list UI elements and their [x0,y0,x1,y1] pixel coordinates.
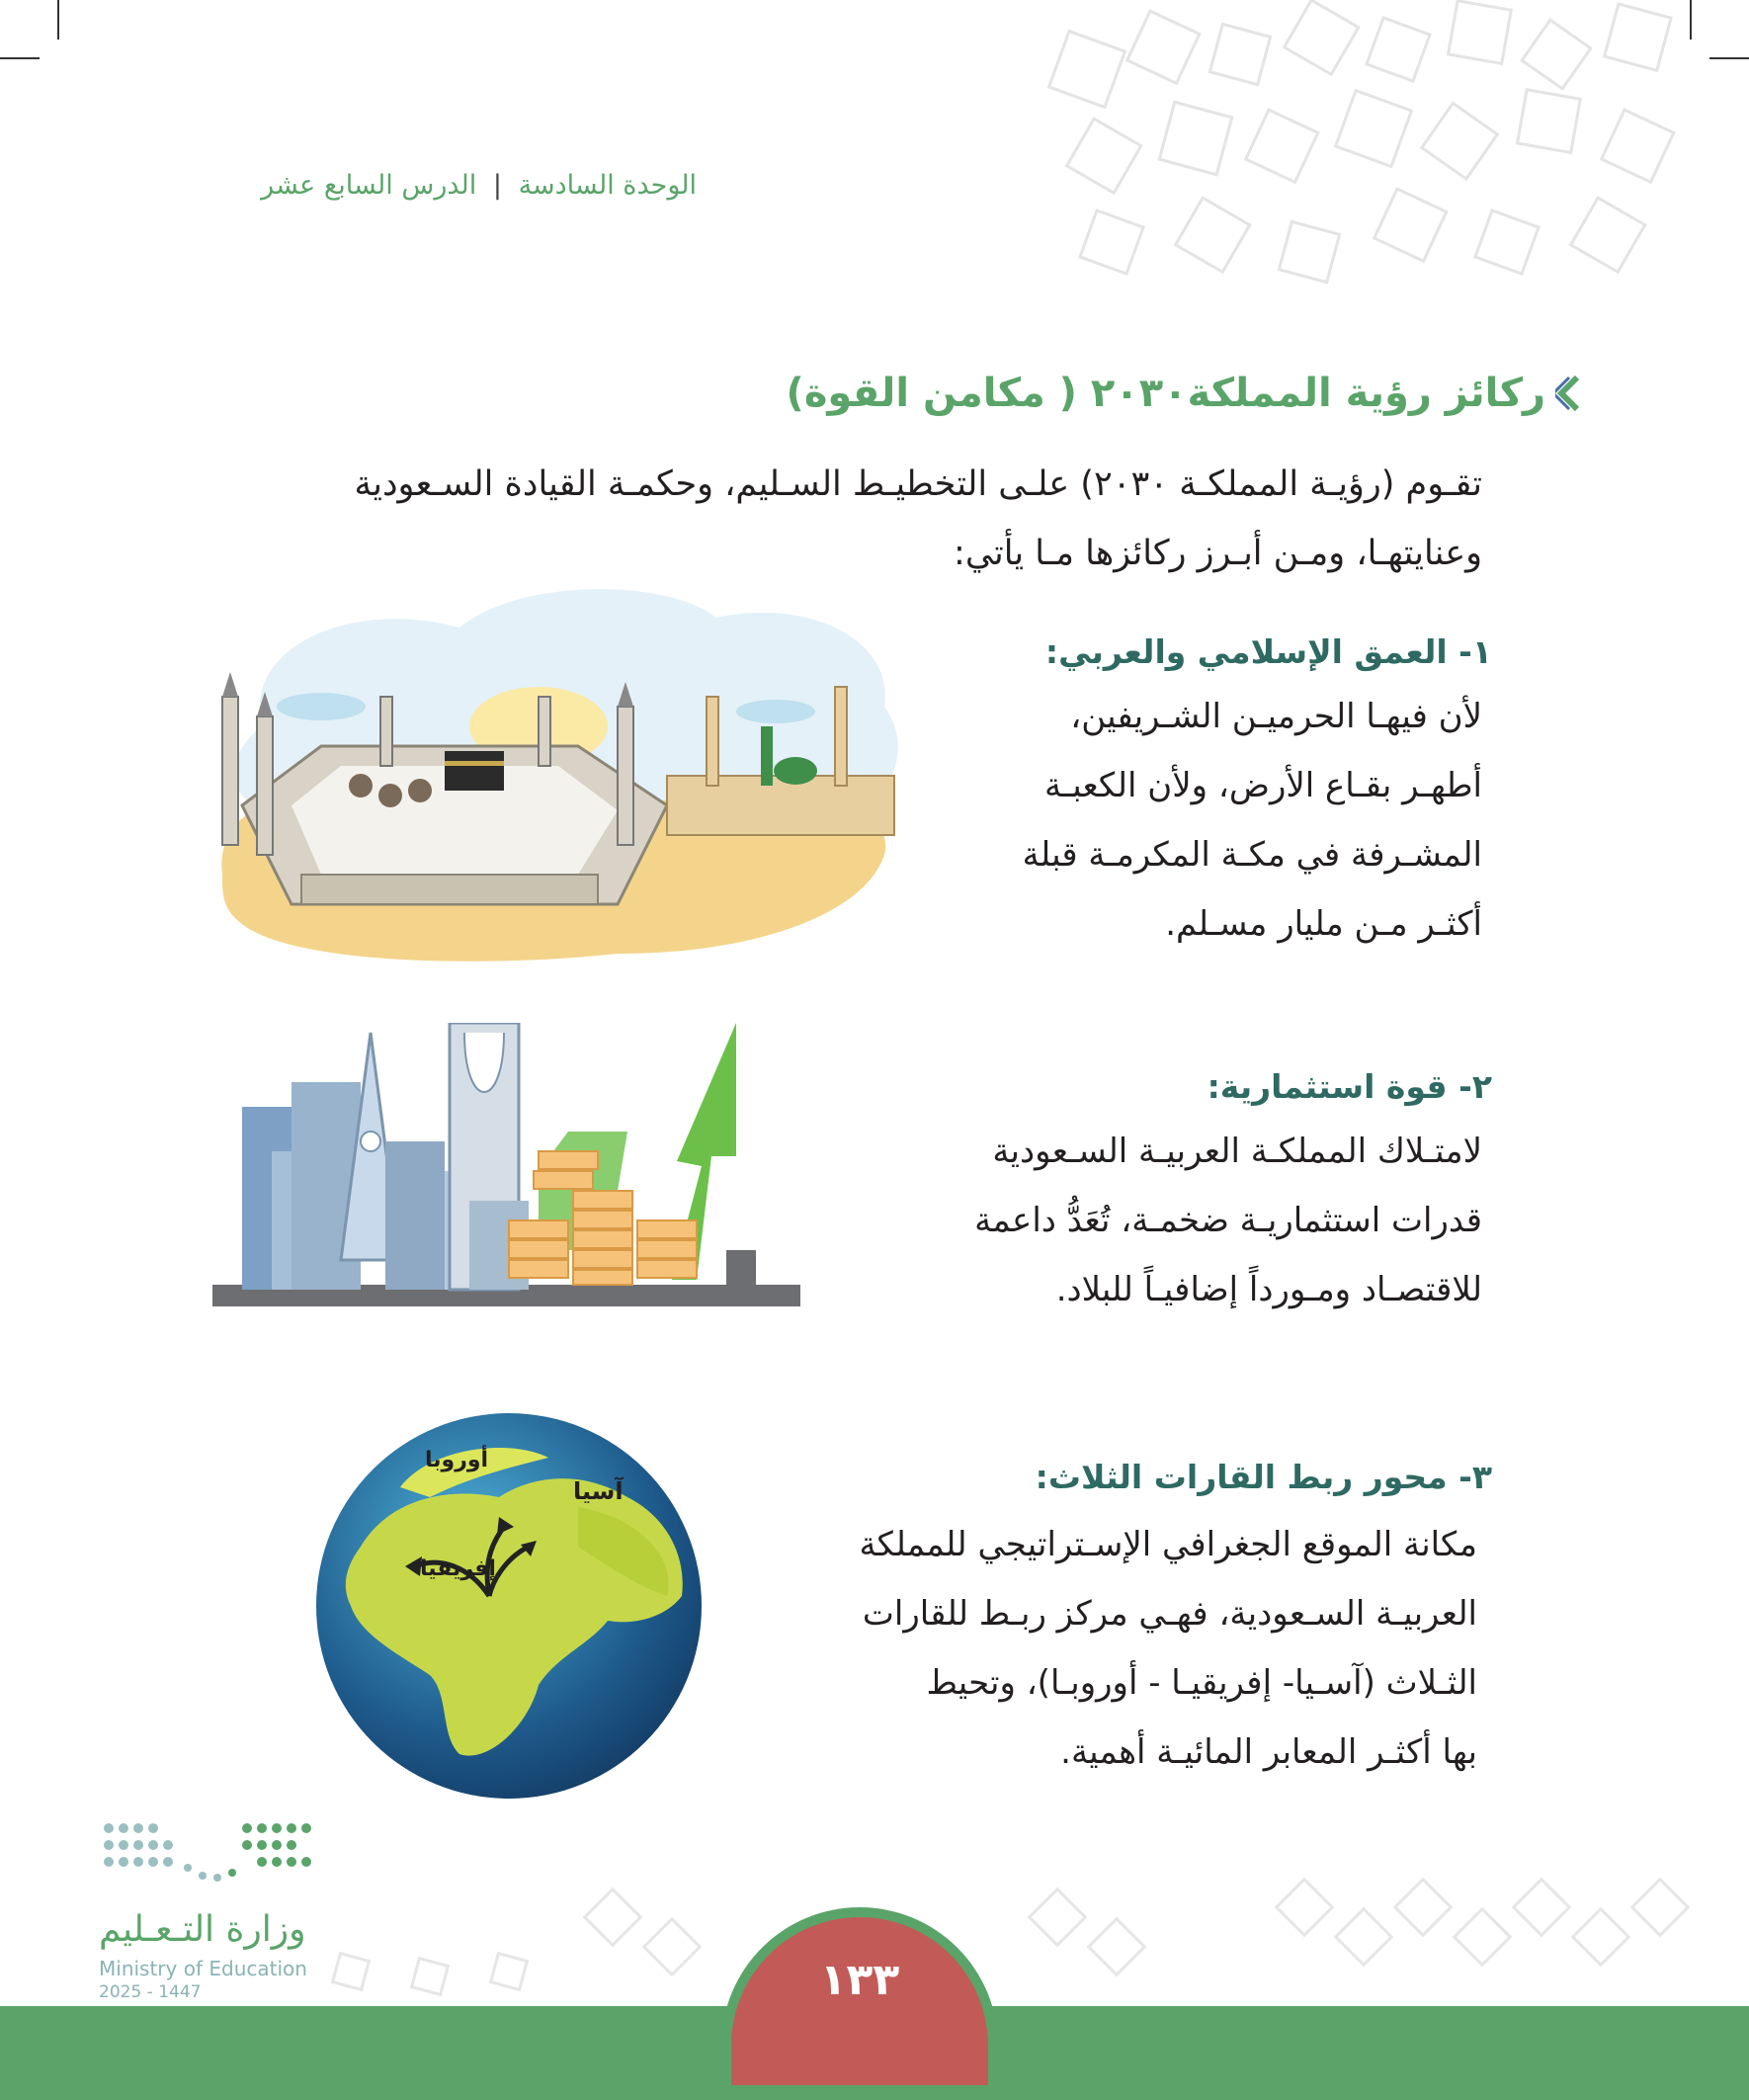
ministry-year: 2025 - 1447 [99,1982,202,2002]
globe-label-africa: إفريقيا [420,1556,496,1581]
section-title-row [692,364,1581,423]
crop-mark [57,0,59,40]
intro-line: وعنايتهـا، ومـن أبـرز ركائزها مـا يأتي: [954,534,1482,573]
section-1-line: أكثـر مـن مليار مسـلم. [1165,904,1482,944]
unit-label: الوحدة السادسة [518,170,697,201]
section-3-line: الثـلاث (آسـيا- إفريقيـا - أوروبـا)، وتحيط [926,1663,1477,1703]
section-3-body [859,1510,1477,1787]
section-3-heading: ٣- محور ربط القارات الثلاث: [1035,1458,1492,1496]
investment-skyline-illustration [212,1023,805,1314]
globe-graphic [311,1408,707,1804]
intro-line: تقـوم (رؤيـة المملكـة ٢٠٣٠) علـى التخطيـط السـليم، وحكمـة القيادة السـعودية [354,464,1482,504]
header-separator: | [492,170,502,201]
section-3-line: بها أكثـر المعابر المائيـة أهمية. [1060,1732,1477,1772]
section-2-line: قدرات استثماريـة ضخمـة، تُعَدُّ داعمة [974,1201,1482,1240]
section-2-line: لامتـلاك المملكـة العربيـة السـعودية [992,1132,1482,1171]
ministry-logo-dots [99,1818,316,1897]
section-3-line: مكانة الموقع الجغرافي الإسـتراتيجي للمملكة [859,1525,1477,1564]
lesson-label: الدرس السابع عشر [261,170,477,201]
section-3-line: العربيـة السـعودية، فهـي مركز ربـط للقارات [862,1594,1477,1634]
section-1-line: أطهـر بقـاع الأرض، ولأن الكعبـة [1044,766,1482,805]
globe-label-europe: أوروبا [425,1448,489,1472]
section-2-line: للاقتصـاد ومـورداً إضافيـاً للبلاد. [1055,1270,1482,1309]
globe-illustration [311,1408,707,1804]
globe-label-asia: آسيا [573,1477,624,1505]
holy-mosques-illustration [203,578,914,973]
ministry-name-arabic: وزارة التـعـليم [99,1909,306,1950]
section-1-line: المشـرفة في مكـة المكرمـة قبلة [1022,835,1482,875]
section-2-body [974,1117,1482,1324]
section-1-body [1022,682,1482,959]
decorative-diamond-pattern [1028,0,1719,326]
ministry-name-english: Ministry of Education [99,1957,307,1980]
section-1-heading: ١- العمق الإسلامي والعربي: [1044,632,1492,671]
section-2-heading: ٢- قوة استثمارية: [1207,1067,1492,1106]
section-title: ركائز رؤية المملكة٢٠٣٠ ( مكامن القوة) [786,371,1545,416]
page-number: ١٣٣ [819,1955,900,2005]
section-1-line: لأن فيهـا الحرميـن الشـريفين، [1070,697,1482,736]
intro-paragraph [208,450,1482,588]
chevron-left-icon [1555,374,1581,413]
unit-lesson-header [198,170,697,201]
crop-mark [0,57,40,59]
